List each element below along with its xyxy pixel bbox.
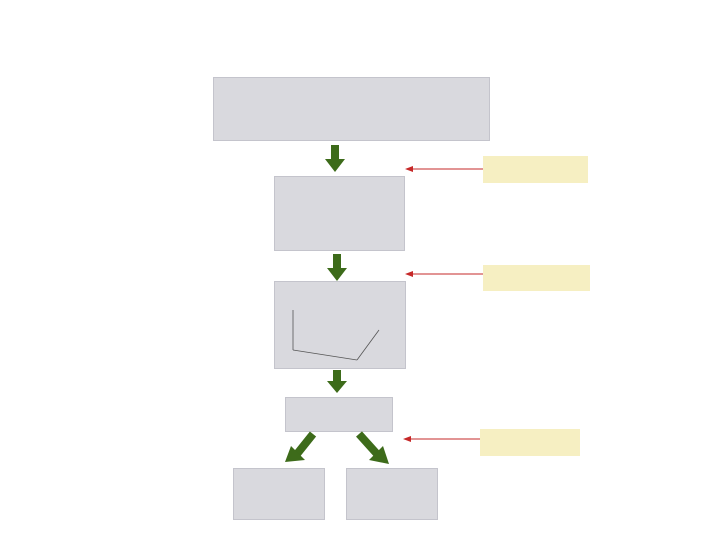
- spike-detection-panel: [274, 176, 405, 251]
- down-arrow: [325, 145, 345, 173]
- temperature-connector-arrow: [403, 434, 483, 444]
- sorted-cluster-red-panel: [346, 468, 438, 520]
- clustering-panel: [285, 397, 393, 432]
- right-diagonal-arrow: [359, 434, 389, 464]
- diagonal-arrows: [283, 430, 403, 470]
- left-diagonal-arrow: [285, 434, 313, 462]
- wavelet-selection-note: [483, 265, 590, 291]
- raw-data-trace: [214, 78, 489, 140]
- spike-waveforms: [275, 177, 404, 250]
- raw-data-panel: [213, 77, 490, 141]
- temperature-selection-note: [480, 429, 580, 456]
- amplitude-connector-arrow: [405, 164, 485, 174]
- down-arrow: [327, 370, 347, 394]
- wavelet-connector-arrow: [405, 269, 485, 279]
- down-arrow: [327, 254, 347, 282]
- feature-extraction-panel: [274, 281, 406, 369]
- blue-cluster-waveforms: [234, 469, 324, 519]
- wavelet-coefficient-axes: [275, 282, 405, 368]
- sorted-cluster-blue-panel: [233, 468, 325, 520]
- amplitude-threshold-note: [483, 156, 588, 183]
- red-cluster-waveforms: [347, 469, 437, 519]
